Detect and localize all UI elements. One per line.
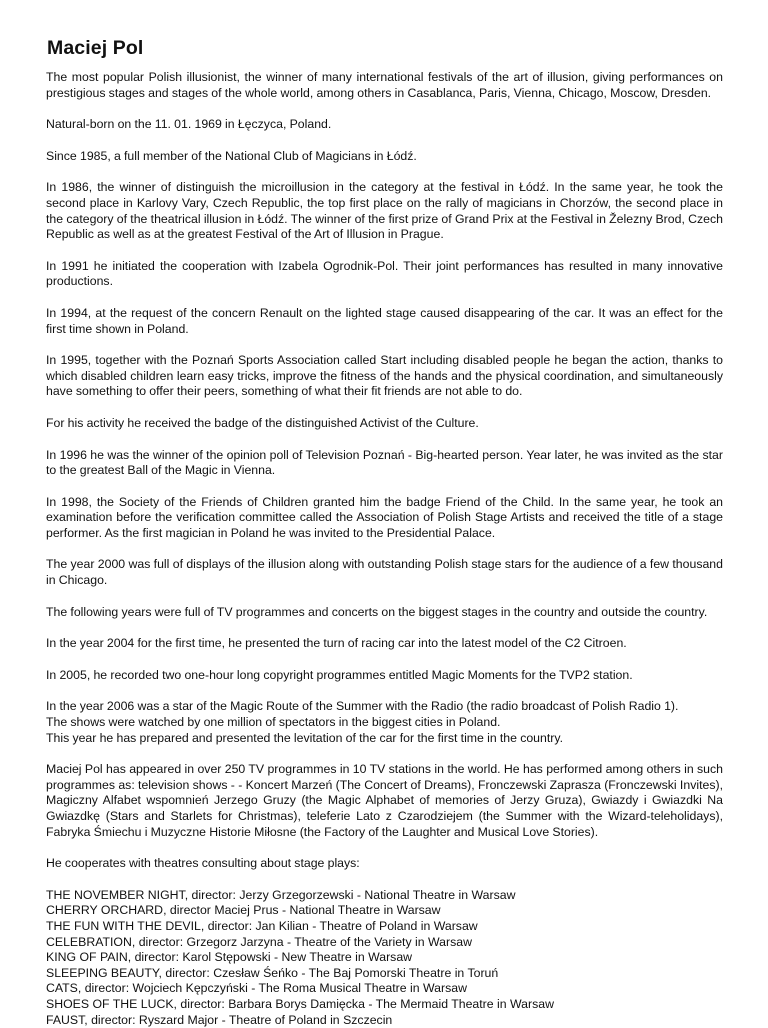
paragraph-2004: In the year 2004 for the first time, he presented the turn of racing car into the latest model of the C2 Citroen. bbox=[46, 636, 627, 651]
play-item: CHERRY ORCHARD, director Maciej Prus - National Theatre in Warsaw bbox=[46, 903, 441, 918]
paragraph-2006 bbox=[46, 699, 723, 746]
page-title: Maciej Pol bbox=[47, 37, 144, 59]
paragraph-2005: In 2005, he recorded two one-hour long copyright programmes entitled Magic Moments for the TVP2 station. bbox=[46, 667, 633, 682]
paragraph-1985: Since 1985, a full member of the National Club of Magicians in Łódź. bbox=[46, 148, 417, 163]
paragraph-1986: In 1986, the winner of distinguish the microillusion in the category at the festival in Łódź. In the same year, he took the second place in Karlovy Vary, Czech Republic, the top first place on the rally of magicians in Chorzów, the second place in the category of the theatrical illusion in Łódź. The winner of the first prize of Grand Prix at the Festival in Železny Brod, Czech Republic as well as at the greatest Festival of the Art of Illusion in Prague. bbox=[46, 180, 723, 242]
paragraph-1996: In 1996 he was the winner of the opinion poll of Television Poznań - Big-hearted person. Year later, he was invited as the star to the greatest Ball of the Magic in Vienna. bbox=[46, 447, 723, 478]
paragraph-birth: Natural-born on the 11. 01. 1969 in Łęczyca, Poland. bbox=[46, 117, 332, 132]
play-item: FAUST, director: Ryszard Major - Theatre of Poland in Szczecin bbox=[46, 1012, 393, 1027]
play-item: SLEEPING BEAUTY, director: Czesław Śeńko - The Baj Pomorski Theatre in Toruń bbox=[46, 965, 499, 980]
paragraph-following-years: The following years were full of TV programmes and concerts on the biggest stages in the country and outside the country. bbox=[46, 604, 708, 619]
paragraph-2006-line: In the year 2006 was a star of the Magic Route of the Summer with the Radio (the radio broadcast of Polish Radio 1). bbox=[46, 699, 679, 714]
paragraph-tv-programmes: Maciej Pol has appeared in over 250 TV programmes in 10 TV stations in the world. He has performed among others in such programmes as: television shows - - Koncert Marzeń (The Concert of Dreams), Fronczewski Zaprasza (Fronczewski Invites), Magiczny Alfabet wspomnień Jerzego Gruzy (the Magic Alphabet of memories of Jerzy Gruza), Gwiazdy i Gwiazdki Na Gwiazdkę (Stars and Starlets for Christmas), teleferie Lato z Czarodziejem (the Summer with the Wizard-teleholidays), Fabryka Śmiechu i Muzyczne Historie Miłosne (the Factory of the Laughter and Musical Love Stories). bbox=[46, 762, 723, 839]
paragraph-1998: In 1998, the Society of the Friends of Children granted him the badge Friend of the Child. In the same year, he took an examination before the verification committee called the Association of Polish Stage Artists and received the title of a stage performer. As the first magician in Poland he was invited to the Presidential Palace. bbox=[46, 494, 723, 540]
play-item: THE NOVEMBER NIGHT, director: Jerzy Grzegorzewski - National Theatre in Warsaw bbox=[46, 887, 516, 902]
play-item: SHOES OF THE LUCK, director: Barbara Borys Damięcka - The Mermaid Theatre in Warsaw bbox=[46, 996, 554, 1011]
paragraph-intro: The most popular Polish illusionist, the winner of many international festivals of the art of illusion, giving performances on prestigious stages and stages of the whole world, among others in Casablanca, Paris, Vienna, Chicago, Moscow, Dresden. bbox=[46, 70, 723, 100]
paragraph-theatres-intro: He cooperates with theatres consulting about stage plays: bbox=[46, 856, 360, 871]
paragraph-1995: In 1995, together with the Poznań Sports Association called Start including disabled people he began the action, thanks to which disabled children learn easy tricks, improve the fitness of the hands and the physical coordination, and simultaneously have something to offer their peers, something of what their fit friends are not able to do. bbox=[46, 353, 723, 399]
paragraph-1994: In 1994, at the request of the concern Renault on the lighted stage caused disappearing of the car. It was an effect for the first time shown in Poland. bbox=[46, 305, 723, 336]
play-item: CELEBRATION, director: Grzegorz Jarzyna - Theatre of the Variety in Warsaw bbox=[46, 934, 472, 949]
play-item: CATS, director: Wojciech Kępczyński - The Roma Musical Theatre in Warsaw bbox=[46, 981, 467, 996]
play-item: THE FUN WITH THE DEVIL, director: Jan Kilian - Theatre of Poland in Warsaw bbox=[46, 918, 478, 933]
play-item: KING OF PAIN, director: Karol Stępowski - New Theatre in Warsaw bbox=[46, 950, 413, 965]
paragraph-1991: In 1991 he initiated the cooperation with Izabela Ogrodnik-Pol. Their joint performances has resulted in many innovative productions. bbox=[46, 258, 723, 289]
paragraph-2006-line: This year he has prepared and presented the levitation of the car for the first time in the country. bbox=[46, 730, 564, 745]
paragraph-badge: For his activity he received the badge of the distinguished Activist of the Culture. bbox=[46, 415, 479, 430]
plays-list bbox=[46, 888, 723, 1028]
paragraph-2000: The year 2000 was full of displays of the illusion along with outstanding Polish stage stars for the audience of a few thousand in Chicago. bbox=[46, 557, 723, 588]
paragraph-2006-line: The shows were watched by one million of spectators in the biggest cities in Poland. bbox=[46, 715, 501, 730]
